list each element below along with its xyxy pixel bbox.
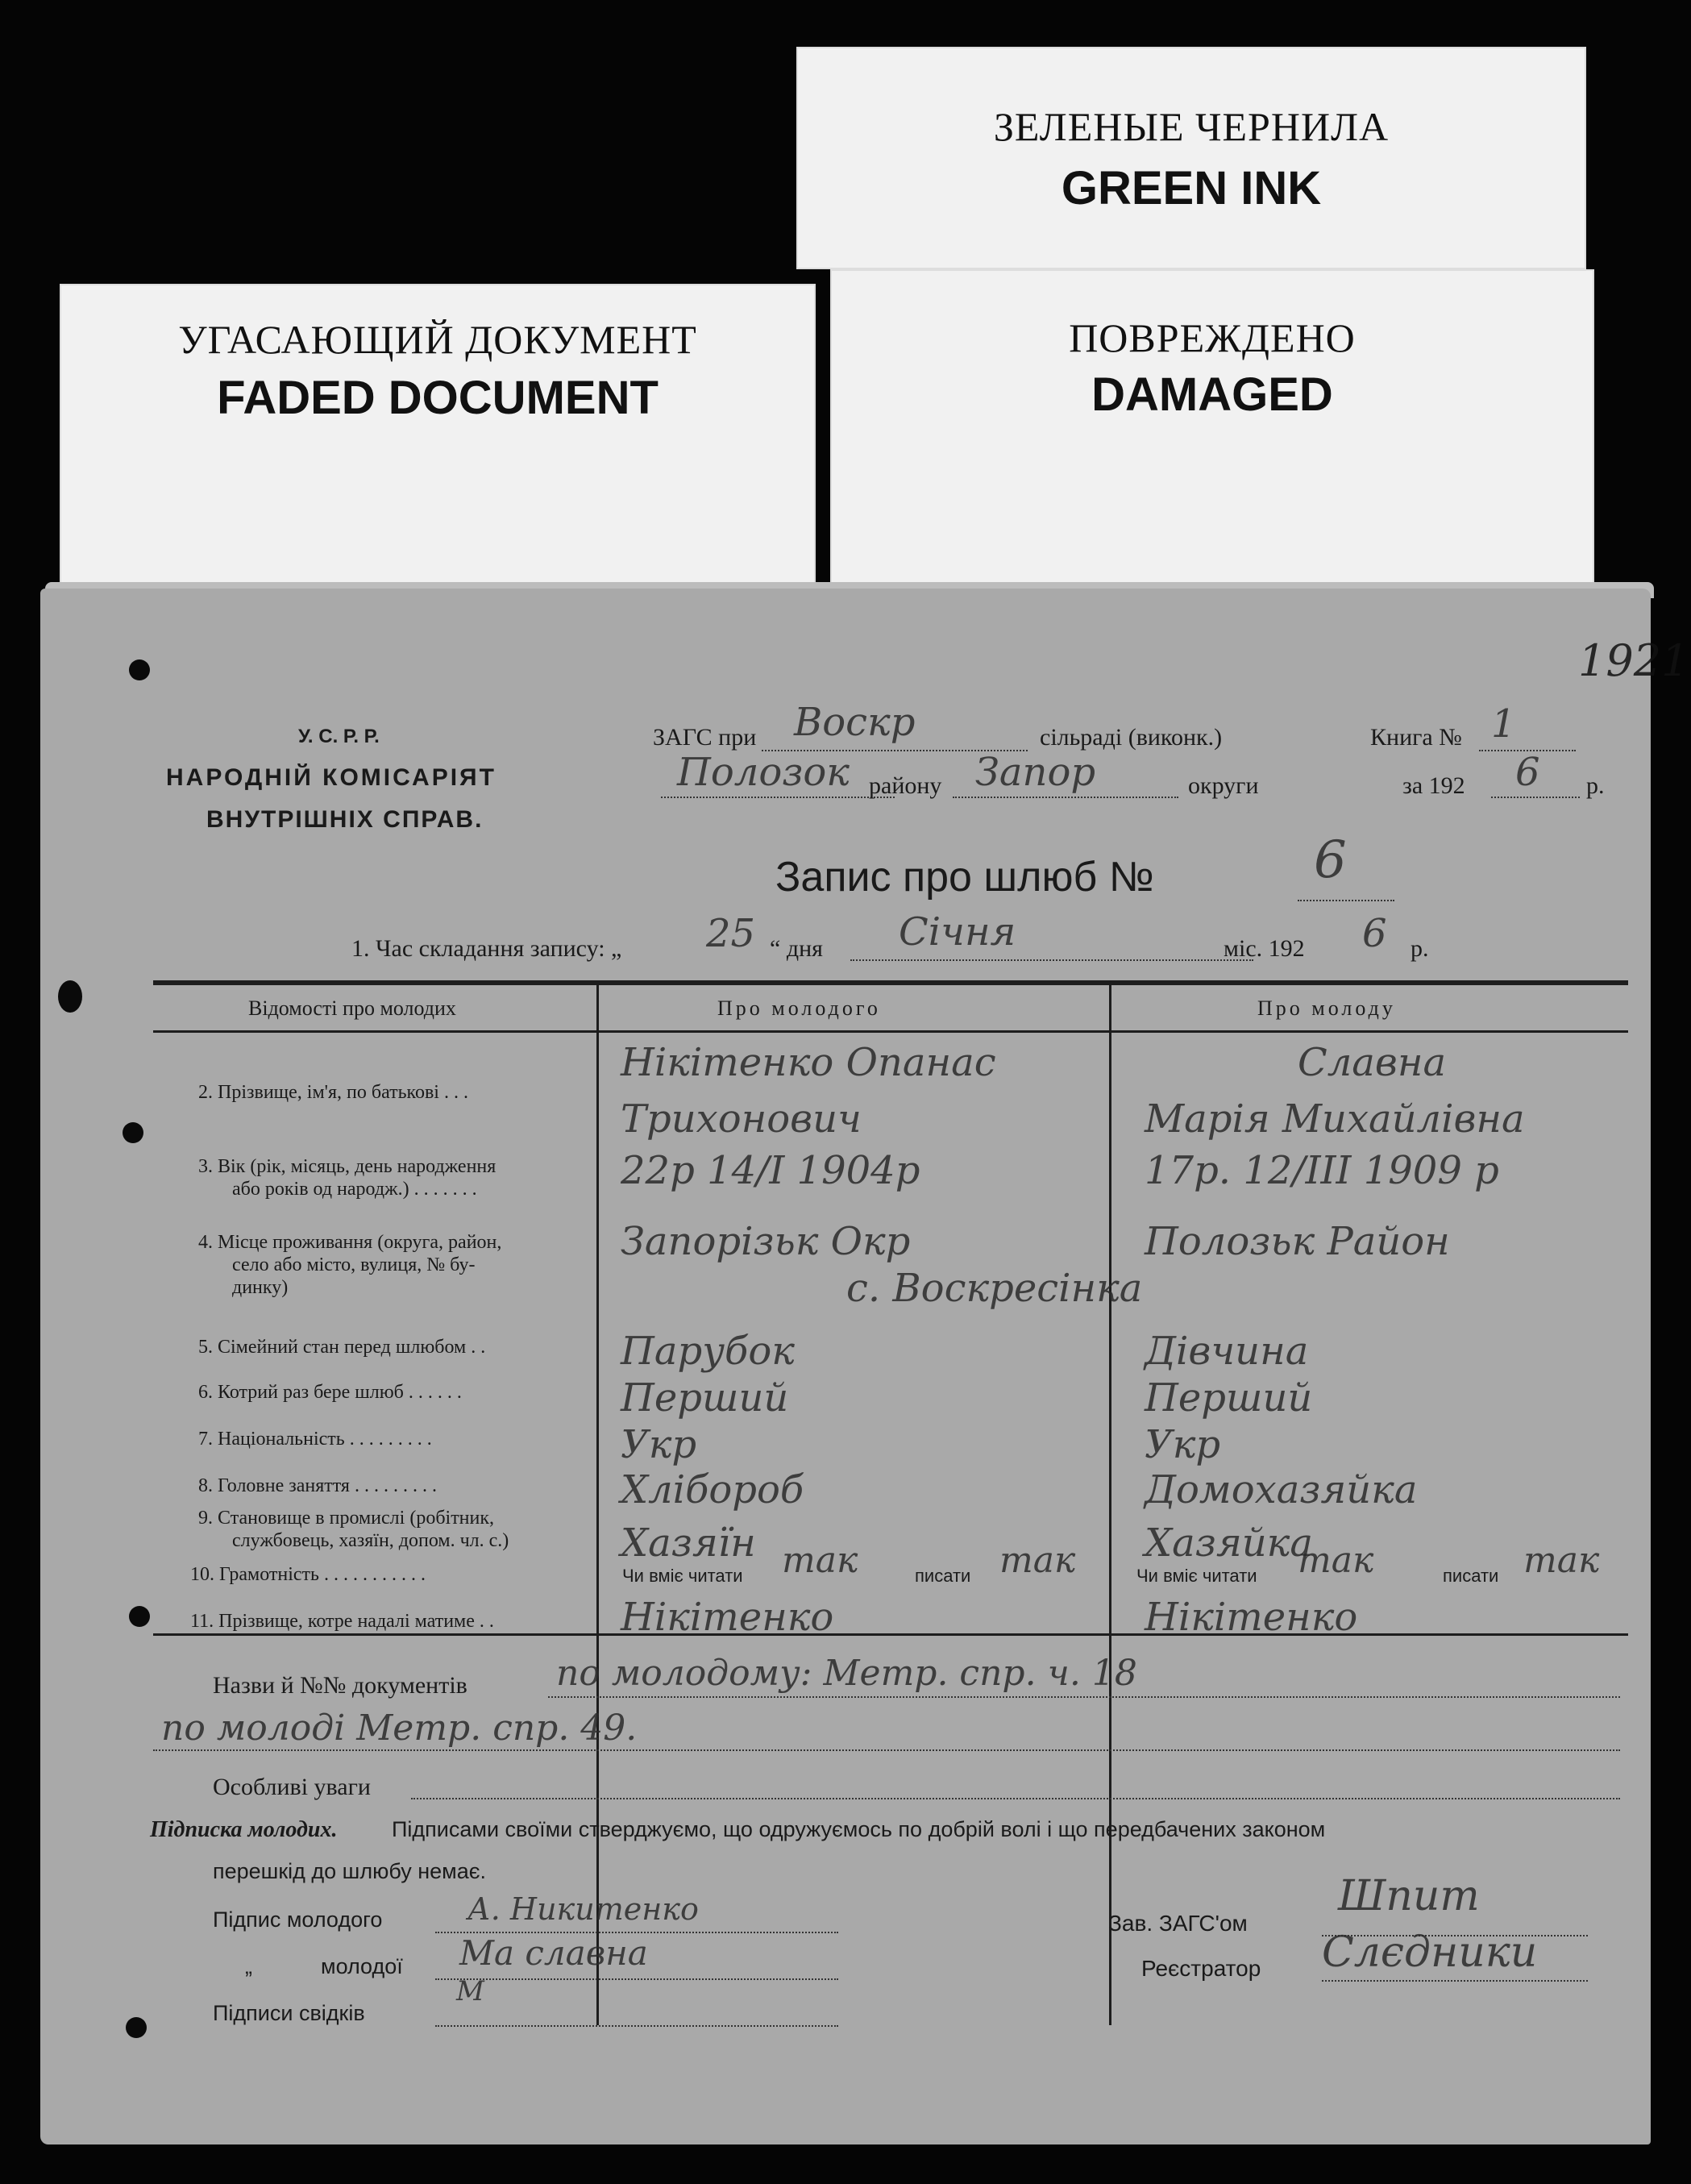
- record-title: Запис про шлюб №: [775, 854, 1154, 901]
- green-ink-label-card: [796, 47, 1586, 269]
- bride-literacy-read: так: [1298, 1540, 1374, 1581]
- table-header-rule: [153, 1030, 1628, 1033]
- registrar-signature: Слєдники: [1322, 1928, 1538, 1977]
- district-suffix: району: [869, 772, 942, 799]
- okrug-name: Запор: [975, 750, 1096, 795]
- row-label: 8. Головне заняття . . . . . . . . .: [198, 1475, 437, 1496]
- groom-value: Запорізьк Окр: [621, 1219, 911, 1264]
- documents-line-1: [548, 1696, 1620, 1698]
- record-time-label: 1. Час складання запису: „: [351, 935, 622, 962]
- damaged-ru: ПОВРЕЖДЕНО: [1069, 315, 1356, 360]
- row-label: 7. Національність . . . . . . . . .: [198, 1429, 432, 1450]
- registrar-line: [1322, 1980, 1588, 1982]
- remarks-label: Особливі уваги: [213, 1774, 371, 1800]
- groom-signature: А. Никитенко: [467, 1891, 699, 1927]
- oath-title: Підписка молодих.: [150, 1817, 338, 1842]
- punch-hole: [123, 1122, 143, 1143]
- groom-value: Хлібороб: [621, 1467, 804, 1512]
- damaged-label-card: [830, 269, 1594, 598]
- bride-signature: Ма славна: [459, 1933, 648, 1973]
- row-label: 3. Вік (рік, місяць, день народження: [198, 1156, 496, 1177]
- groom-value: Укр: [621, 1422, 697, 1467]
- bride-value: Перший: [1145, 1375, 1313, 1421]
- groom-value: Парубок: [621, 1329, 795, 1374]
- village-suffix: сільраді (виконк.): [1040, 724, 1223, 751]
- documents-value-2: по молоді Метр. спр. 49.: [161, 1708, 638, 1749]
- table-top-rule: [153, 980, 1628, 985]
- record-day: 25: [706, 911, 756, 956]
- okrug-suffix: округи: [1188, 772, 1259, 799]
- record-month: Січня: [899, 909, 1016, 955]
- registrar-label: Реєстратор: [1141, 1956, 1261, 1981]
- record-year-suffix: р.: [1411, 935, 1429, 962]
- table-bottom-rule: [153, 1633, 1628, 1636]
- commissariat-line1: НАРОДНІЙ КОМІСАРІЯТ: [166, 764, 496, 791]
- record-day-suffix: “ дня: [770, 935, 823, 962]
- faded-en: FADED DOCUMENT: [217, 372, 659, 424]
- documents-label: Назви й №№ документів: [213, 1672, 467, 1699]
- row-label: 10. Грамотність . . . . . . . . . . .: [190, 1564, 426, 1585]
- row-label: динку): [232, 1277, 289, 1298]
- punch-hole: [58, 980, 82, 1013]
- district-name: Полозок: [677, 750, 850, 795]
- bride-value: Дівчина: [1145, 1329, 1309, 1374]
- record-month-suffix: міс. 192: [1224, 935, 1305, 962]
- bride-value: Домохазяйка: [1145, 1467, 1418, 1512]
- bride-value: Хазяйка: [1145, 1520, 1313, 1566]
- village-name: Воскр: [794, 700, 916, 745]
- row-label: 11. Прізвище, котре надалі матиме . .: [190, 1611, 494, 1632]
- table-col-divider-1: [596, 985, 599, 2025]
- bride-value: Полозьк Район: [1145, 1219, 1450, 1264]
- row-label: 2. Прізвище, ім'я, по батькові . . .: [198, 1082, 468, 1103]
- book-label: Книга №: [1370, 724, 1462, 751]
- bride-signature-quote: „: [245, 1954, 252, 1978]
- groom-value: с. Воскресінка: [846, 1266, 1143, 1311]
- okrug-line: [953, 797, 1178, 798]
- record-number: 6: [1314, 830, 1347, 890]
- zags-prefix: ЗАГС при: [653, 724, 757, 751]
- punch-hole: [129, 659, 150, 680]
- remarks-line: [411, 1798, 1620, 1799]
- bride-signature-label: молодої: [321, 1954, 403, 1978]
- oath-text-1: Підписами своїми стверджуємо, що одружуємось по добрій волі і що передбачених законом: [392, 1817, 1326, 1841]
- row-label: 6. Котрий раз бере шлюб . . . . . .: [198, 1382, 462, 1403]
- row-label: 9. Становище в промислі (робітник,: [198, 1508, 495, 1529]
- zags-head-label: Зав. ЗАГС'ом: [1108, 1911, 1248, 1936]
- groom-literacy-write: так: [999, 1540, 1076, 1581]
- col-header-bride: Про молоду: [1257, 996, 1396, 1020]
- witness-signature-label: Підписи свідків: [213, 2001, 365, 2025]
- col-header-info: Відомості про молодих: [248, 996, 456, 1020]
- groom-signature-label: Підпис молодого: [213, 1907, 383, 1932]
- record-month-line: [850, 959, 1253, 961]
- archive-number: 1921: [1578, 635, 1689, 686]
- oath-text-2: перешкід до шлюбу немає.: [213, 1859, 486, 1883]
- witness-signature-line: [435, 2025, 838, 2027]
- groom-value: Нікітенко Опанас: [621, 1040, 996, 1085]
- record-number-line: [1298, 900, 1394, 901]
- bride-value: Укр: [1145, 1422, 1221, 1467]
- row-label: село або місто, вулиця, № бу-: [232, 1254, 476, 1275]
- col-header-groom: Про молодого: [717, 996, 881, 1020]
- punch-hole: [126, 2017, 147, 2038]
- zags-head-signature: Шпит: [1338, 1872, 1480, 1920]
- row-label: або років од народж.) . . . . . . .: [232, 1179, 477, 1200]
- marriage-record-sheet: [40, 589, 1689, 2144]
- documents-line-2: [153, 1749, 1620, 1751]
- groom-literacy-write-label: писати: [915, 1566, 971, 1586]
- year-digit: 6: [1515, 750, 1540, 795]
- year-label: за 192: [1402, 772, 1465, 799]
- record-year-digit: 6: [1362, 911, 1387, 956]
- bride-literacy-write: так: [1523, 1540, 1600, 1581]
- green-ink-en: GREEN INK: [1061, 162, 1322, 214]
- district-line: [661, 797, 895, 798]
- table-col-divider-2: [1109, 985, 1111, 2025]
- republic-abbr: У. С. Р. Р.: [298, 726, 380, 747]
- groom-value: 22р 14/І 1904р: [621, 1148, 920, 1193]
- groom-value: Перший: [621, 1375, 789, 1421]
- year-suffix: р.: [1586, 772, 1605, 799]
- bride-value: Славна: [1298, 1040, 1447, 1085]
- faded-document-label-card: [60, 284, 816, 598]
- punch-hole: [129, 1606, 150, 1627]
- bride-literacy-write-label: писати: [1443, 1566, 1499, 1586]
- damaged-en: DAMAGED: [1091, 368, 1333, 421]
- bride-signature-line: [435, 1978, 838, 1980]
- documents-value-1: по молодому: Метр. спр. ч. 18: [556, 1653, 1137, 1694]
- witness-signature: М: [456, 1975, 484, 2007]
- green-ink-ru: ЗЕЛЕНЫЕ ЧЕРНИЛА: [993, 104, 1390, 149]
- groom-value: Трихонович: [621, 1096, 862, 1142]
- groom-literacy-read: так: [782, 1540, 858, 1581]
- row-label: службовець, хазяїн, допом. чл. с.): [232, 1530, 509, 1551]
- groom-literacy-read-label: Чи вміє читати: [622, 1566, 743, 1586]
- bride-value: 17р. 12/ІІІ 1909 р: [1145, 1148, 1499, 1193]
- commissariat-line2: ВНУТРІШНІХ СПРАВ.: [206, 806, 484, 833]
- row-label: 5. Сімейний стан перед шлюбом . .: [198, 1337, 486, 1358]
- bride-value: Нікітенко: [1145, 1595, 1358, 1640]
- bride-literacy-read-label: Чи вміє читати: [1136, 1566, 1257, 1586]
- groom-value: Хазяїн: [621, 1520, 756, 1566]
- faded-ru: УГАСАЮЩИЙ ДОКУМЕНТ: [178, 317, 697, 362]
- bride-value: Марія Михайлівна: [1145, 1096, 1525, 1142]
- row-label: 4. Місце проживання (округа, район,: [198, 1232, 502, 1253]
- groom-value: Нікітенко: [621, 1595, 834, 1640]
- year-line: [1491, 797, 1580, 798]
- book-number: 1: [1491, 701, 1516, 747]
